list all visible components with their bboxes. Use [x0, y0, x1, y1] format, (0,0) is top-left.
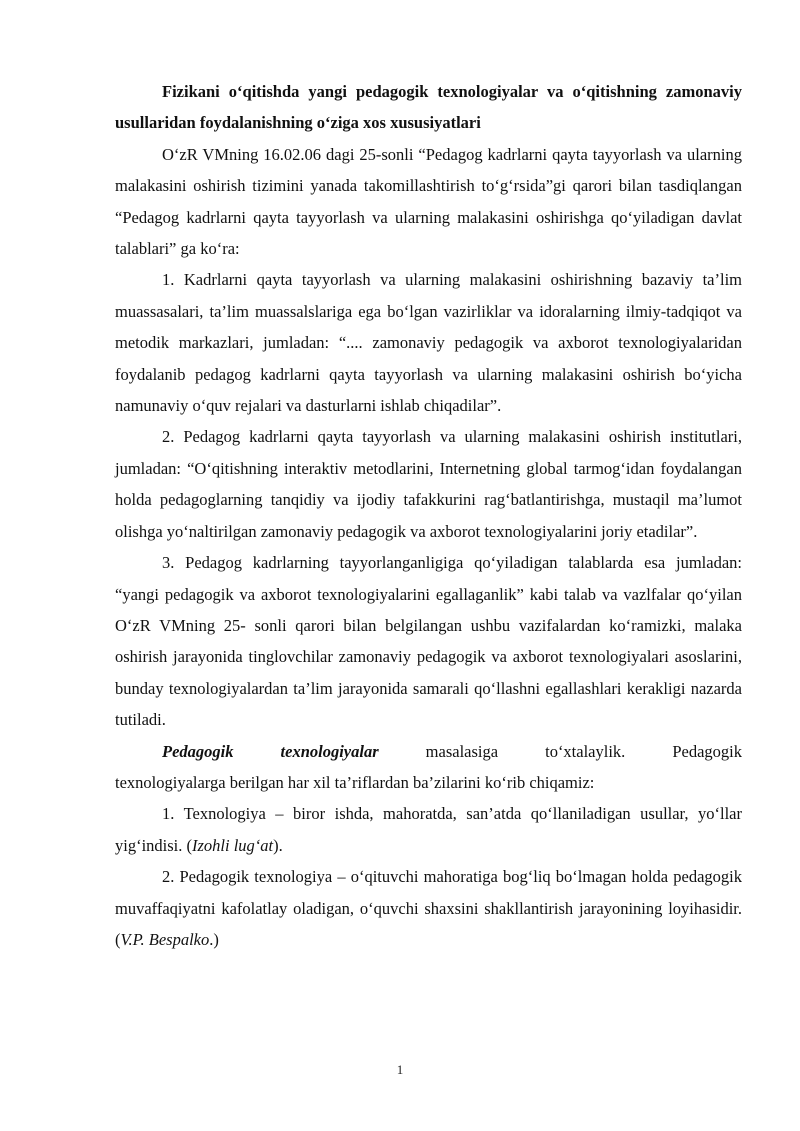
pedagogical-technologies-intro [115, 736, 742, 767]
document-body [115, 76, 742, 955]
definition-2-end: .) [209, 929, 219, 949]
term-pedagogical-technologies: Pedagogik texnologiyalar [162, 741, 379, 761]
definition-2-source: V.P. Bespalko [120, 929, 210, 949]
intro-paragraph: O‘zR VMning 16.02.06 dagi 25-sonli “Pedagog kadrlarni qayta tayyorlash va ularning malakasini oshirish tizimini yanada takomillashtirish to‘g‘rsida”gi qarori bilan tasdiqlangan “Pedagog kadrlarni qayta tayyorlash va ularning malakasini oshirishga qo‘yiladigan davlat talablari” ga ko‘ra: [115, 144, 742, 259]
list-item-2: 2. Pedagog kadrlarni qayta tayyorlash va ularning malakasini oshirish institutlari, jumladan: “O‘qitishning interaktiv metodlarini, Internetning global tarmog‘idan foydalangan holda pedagoglarning tanqidiy va ijodiy tafakkurini rag‘batlantirishga, mustaqil ma’lumot olishga yo‘naltirilgan zamonaviy pedagogik va axborot texnologiyalarini joriy etadilar”. [115, 427, 742, 541]
definition-1-end: ). [273, 835, 283, 855]
pedagogical-technologies-intro-cont: texnologiyalarga berilgan har xil ta’riflardan ba’zilarini ko‘rib chiqamiz: [115, 772, 595, 792]
definition-2 [115, 861, 742, 955]
definition-1 [115, 798, 742, 861]
definition-2-text: 2. Pedagogik texnologiya – o‘qituvchi mahoratiga bog‘liq bo‘lmagan holda pedagogik muvaffaqiyatni kafolatlay oladigan, o‘quvchi shaxsini shakllantirish jarayonining loyihasidir. ( [115, 867, 742, 949]
list-item-1: 1. Kadrlarni qayta tayyorlash va ularning malakasini oshirishning bazaviy ta’lim muassasalari, ta’lim muassalslariga ega bo‘lgan vazirliklar va idoralarning ilmiy-tadqiqot va metodik markazlari, jumladan: “.... zamonaviy pedagogik va axborot texnologiyalaridan foydalanib pedagog kadrlarni qayta tayyorlash va ularning malakasini oshirish bo‘yicha namunaviy o‘quv rejalari va dasturlarni ishlab chiqadilar”. [115, 270, 742, 416]
definition-1-text: 1. Texnologiya – biror ishda, mahoratda, san’atda qo‘llaniladigan usullar, yo‘llar yig‘indisi. ( [115, 804, 742, 855]
list-item-3: 3. Pedagog kadrlarning tayyorlanganligiga qo‘yiladigan talablarda esa jumladan: “yangi pedagogik va axborot texnologiyalarini egallaganlik” kabi talab va vazlfalar qo‘yilan O‘zR VMning 25- sonli qarori bilan belgilangan ushbu vazifalardan ko‘ramizki, malaka oshirish jarayonida tinglovchilar zamonaviy pedagogik va axborot texnologiyalari asoslarini, bunday texnologiyalardan ta’lim jarayonida samarali qo‘llashni egallashlari kerakligi nazarda tutiladi. [115, 553, 742, 730]
section-title: Fizikani o‘qitishda yangi pedagogik texnologiyalar va o‘qitishning zamonaviy usullaridan foydalanishning o‘ziga xos xususiyatlari [115, 82, 742, 133]
definition-1-source: Izohli lug‘at [192, 835, 274, 855]
page-number: 1 [396, 1062, 404, 1077]
term-continuation: masalasiga to‘xtalaylik. Pedagogik [425, 741, 742, 761]
